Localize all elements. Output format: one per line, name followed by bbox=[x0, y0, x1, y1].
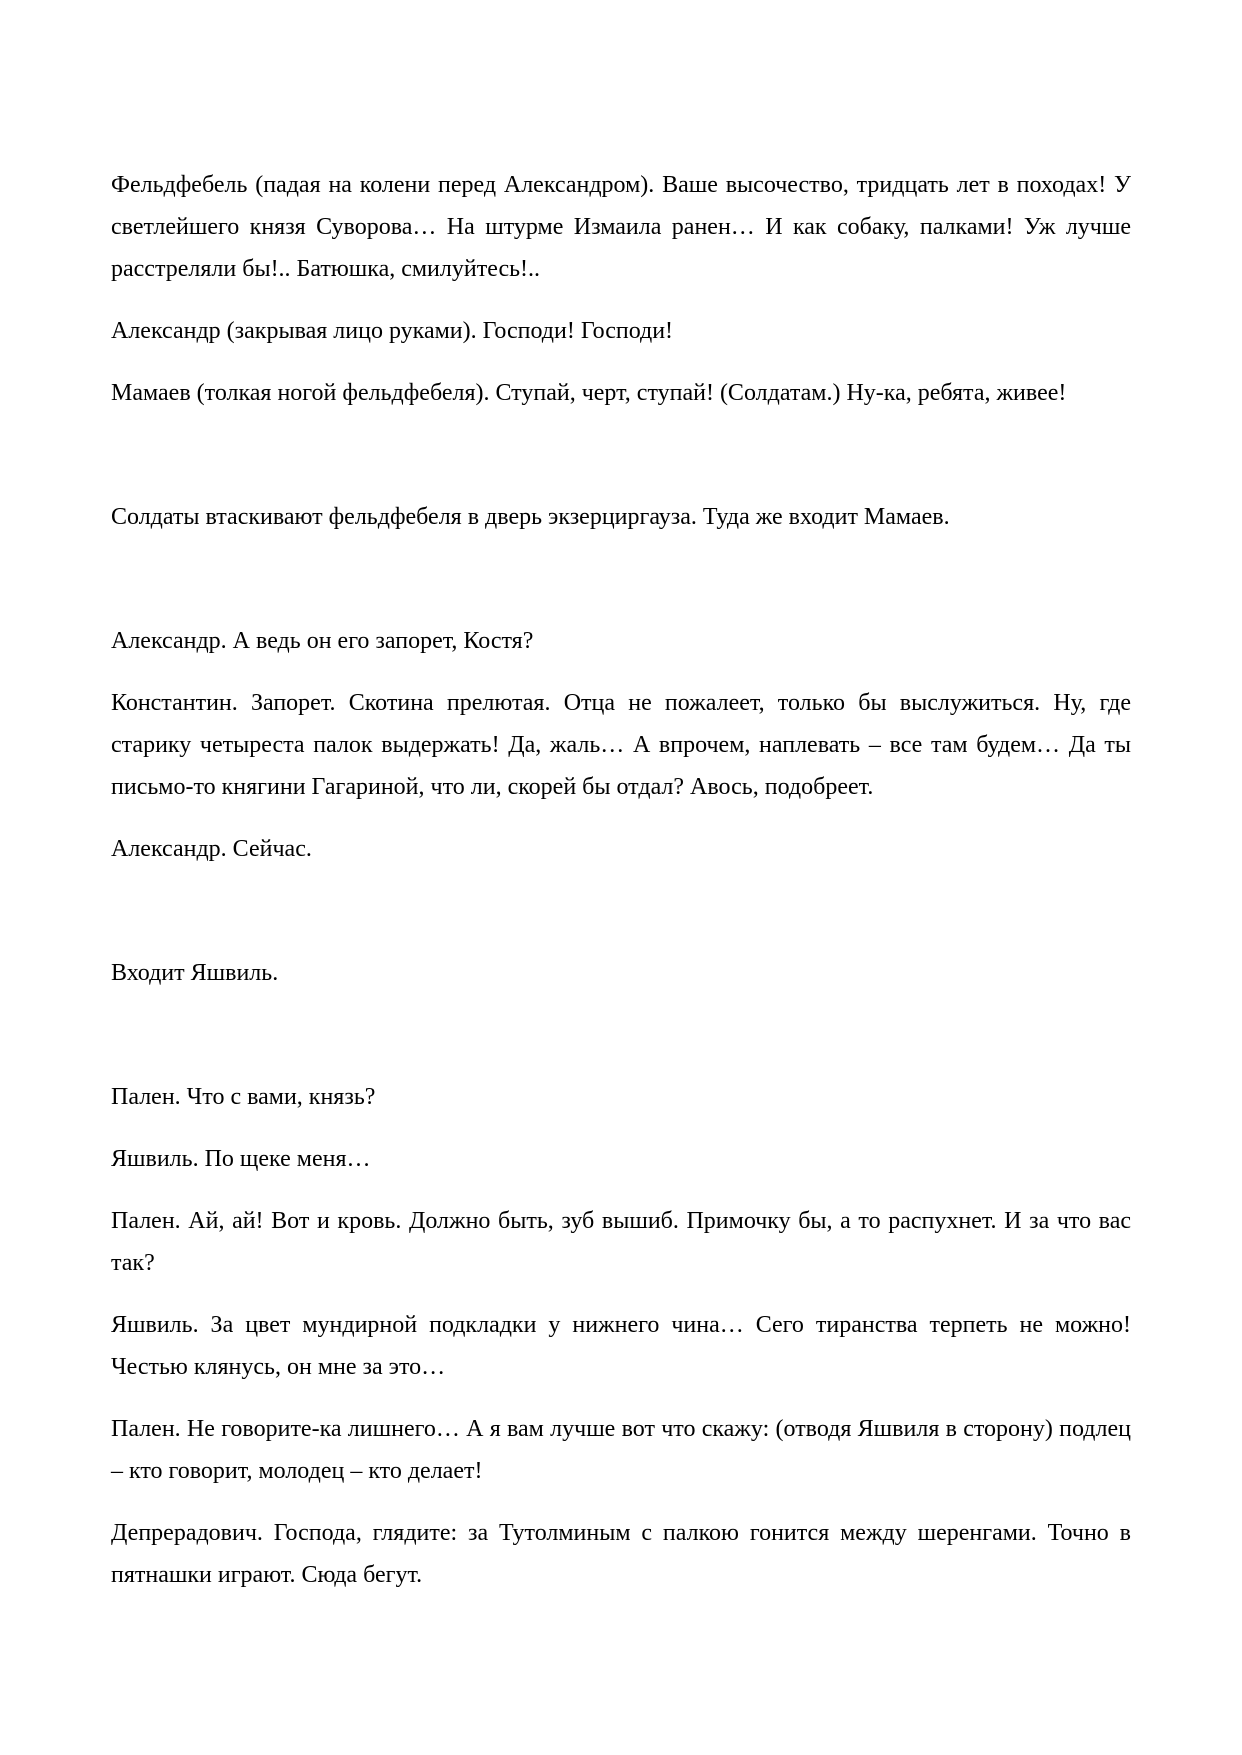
paragraph-konstantin: Константин. Запорет. Скотина прелютая. Отца не пожалеет, только бы выслужиться. Ну, где старику четыреста палок выдержать! Да, жаль… А впрочем, наплевать – все там будем… Да ты письмо-то княгини Гагариной, что ли, скорей бы отдал? Авось, подобреет. bbox=[111, 690, 1131, 800]
paragraph-mamaev-go: Мамаев (толкая ногой фельдфебеля). Ступай, черт, ступай! (Солдатам.) Ну-ка, ребята, живее! bbox=[111, 380, 1067, 406]
paragraph-alexander-kostya: Александр. А ведь он его запорет, Костя? bbox=[111, 628, 534, 654]
paragraph-alexander-lord: Александр (закрывая лицо руками). Господи! Господи! bbox=[111, 318, 674, 344]
paragraph-yashvil-tyranny: Яшвиль. За цвет мундирной подкладки у нижнего чина… Сего тиранства терпеть не можно! Честью клянусь, он мне за это… bbox=[111, 1312, 1131, 1380]
paragraph-palen-advice: Пален. Не говорите-ка лишнего… А я вам лучше вот что скажу: (отводя Яшвиля в сторону) подлец – кто говорит, молодец – кто делает! bbox=[111, 1416, 1131, 1484]
paragraph-feldfebel-plea: Фельдфебель (падая на колени перед Александром). Ваше высочество, тридцать лет в походах! У светлейшего князя Суворова… На штурме Измаила ранен… И как собаку, палками! Уж лучше расстреляли бы!.. Батюшка, смилуйтесь!.. bbox=[111, 172, 1131, 282]
paragraph-depreradovich: Депрерадович. Господа, глядите: за Тутолминым с палкою гонится между шеренгами. Точно в пятнашки играют. Сюда бегут. bbox=[111, 1520, 1131, 1588]
paragraph-alexander-now: Александр. Сейчас. bbox=[111, 836, 312, 862]
document-body bbox=[111, 164, 1131, 1596]
paragraph-palen-question: Пален. Что с вами, князь? bbox=[111, 1084, 376, 1110]
paragraph-yashvil-cheek: Яшвиль. По щеке меня… bbox=[111, 1146, 371, 1172]
paragraph-palen-blood: Пален. Ай, ай! Вот и кровь. Должно быть, зуб вышиб. Примочку бы, а то распухнет. И за что вас так? bbox=[111, 1208, 1131, 1276]
stage-direction-soldiers: Солдаты втаскивают фельдфебеля в дверь экзерциргауза. Туда же входит Мамаев. bbox=[111, 504, 950, 530]
stage-direction-yashvil-enters: Входит Яшвиль. bbox=[111, 960, 279, 986]
